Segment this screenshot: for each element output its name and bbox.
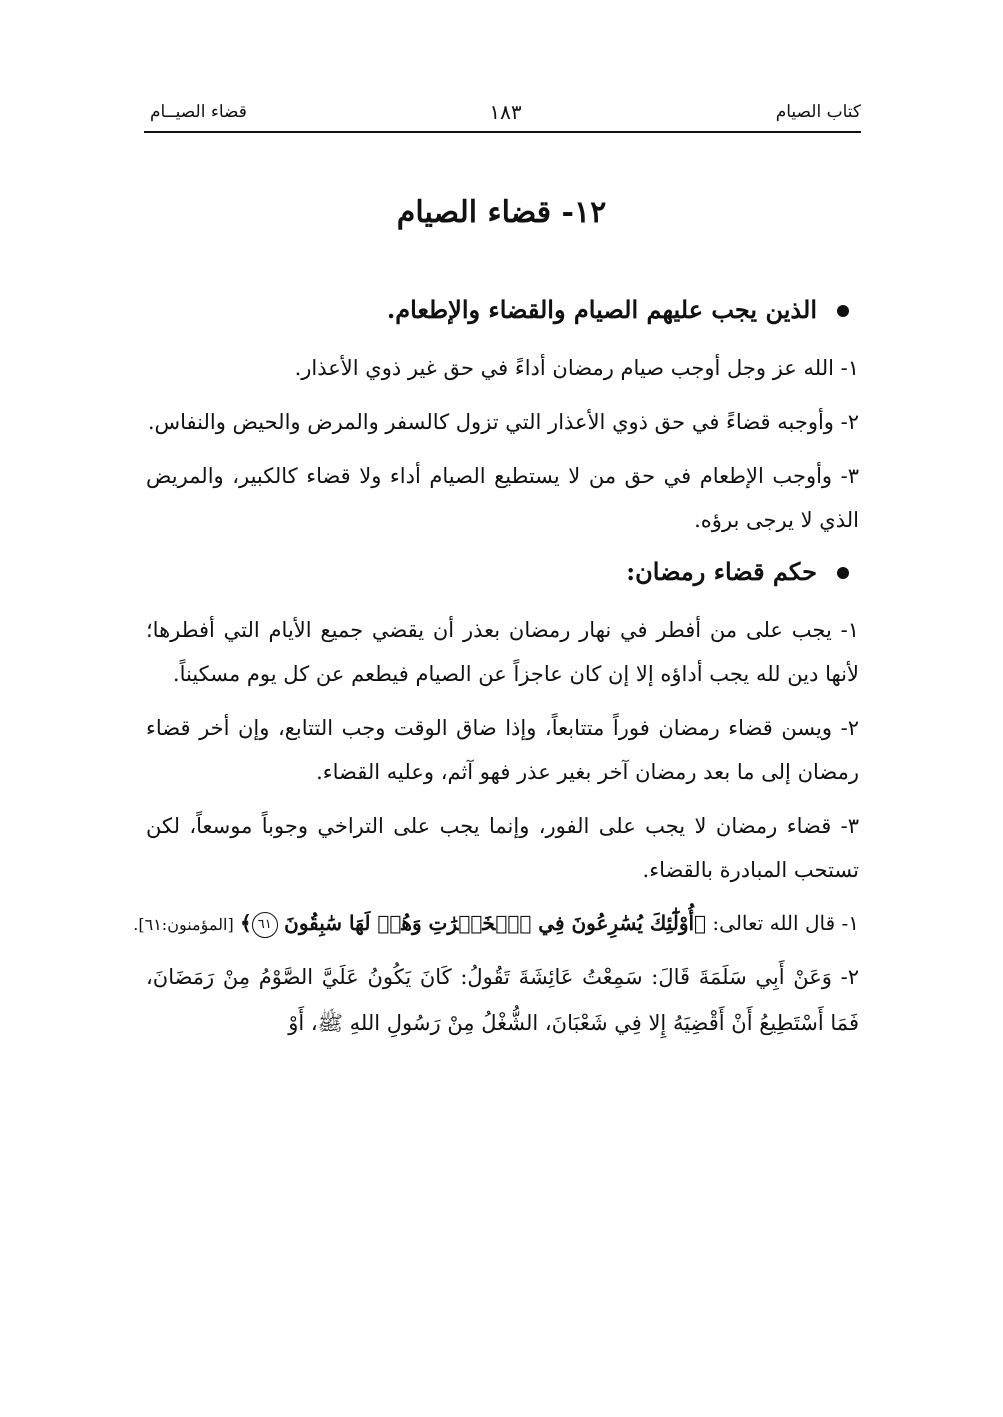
book-title: كتاب الصيام [775, 102, 861, 122]
chapter-title: ١٢- قضاء الصيام [396, 195, 607, 230]
quran-reference: [المؤمنون:٦١]. [133, 915, 234, 934]
quran-intro: ١- قال الله تعالى: [712, 911, 859, 935]
page-body [133, 290, 859, 1046]
numbered-paragraph: ١- يجب على من أفطر في نهار رمضان بعذر أن يقضي جميع الأيام التي أفطرها؛ لأنها دين لله يجب أداؤه إلا إن كان عاجزاً عن الصيام فيطعم عن كل يوم مسكيناً. [146, 618, 859, 686]
section-heading-text: الذين يجب عليهم الصيام والقضاء والإطعام. [386, 295, 817, 324]
section-heading [146, 552, 859, 592]
numbered-paragraph: ٢- ويسن قضاء رمضان فوراً متتابعاً، وإذا ضاق الوقت وجب التتابع، وإن أخر قضاء رمضان إلى ما بعد رمضان آخر بغير عذر فهو آثم، وعليه القضاء. [146, 716, 859, 784]
bullet-icon [837, 567, 849, 579]
quran-citation [133, 902, 859, 946]
bullet-icon [837, 305, 849, 317]
section-heading [146, 290, 859, 330]
numbered-paragraph: ٢- وأوجبه قضاءً في حق ذوي الأعذار التي تزول كالسفر والمرض والحيض والنفاس. [147, 410, 859, 434]
numbered-paragraph: ١- الله عز وجل أوجب صيام رمضان أداءً في حق غير ذوي الأعذار. [294, 356, 859, 380]
numbered-paragraph: ٣- قضاء رمضان لا يجب على الفور، وإنما يجب على التراخي وجوباً موسعاً، لكن تستحب المبادرة بالقضاء. [146, 814, 859, 882]
section-title: قضاء الصيــام [150, 102, 247, 122]
page-number: ١٨٣ [489, 100, 522, 124]
running-header [150, 100, 861, 128]
section-heading-text: حكم قضاء رمضان: [626, 557, 817, 586]
ayah-number-icon: ٦١ [252, 912, 278, 938]
quran-verse: ﴿أُوْلَٰٓئِكَ يُسَٰرِعُونَ فِي ٱلۡخَيۡرَٰتِ وَهُمۡ لَهَا سَٰبِقُونَ [284, 911, 707, 935]
hadith-text: ٢- وَعَنْ أَبِي سَلَمَةَ قَالَ: سَمِعْتُ عَائِشَةَ تَقُولُ: كَانَ يَكُونُ عَلَيَّ الصَّوْمُ مِنْ رَمَضَانَ، فَمَا أَسْتَطِيعُ أَنْ أَقْضِيَهُ إِلا فِي شَعْبَانَ، الشُّغْلُ مِنْ رَسُولِ اللهِ ﷺ، أَوْ [146, 965, 859, 1035]
quran-verse-close: ﴾ [240, 911, 252, 935]
numbered-paragraph: ٣- وأوجب الإطعام في حق من لا يستطيع الصيام أداء ولا قضاء كالكبير، والمريض الذي لا يرجى برؤه. [146, 464, 859, 532]
header-divider [144, 131, 861, 133]
